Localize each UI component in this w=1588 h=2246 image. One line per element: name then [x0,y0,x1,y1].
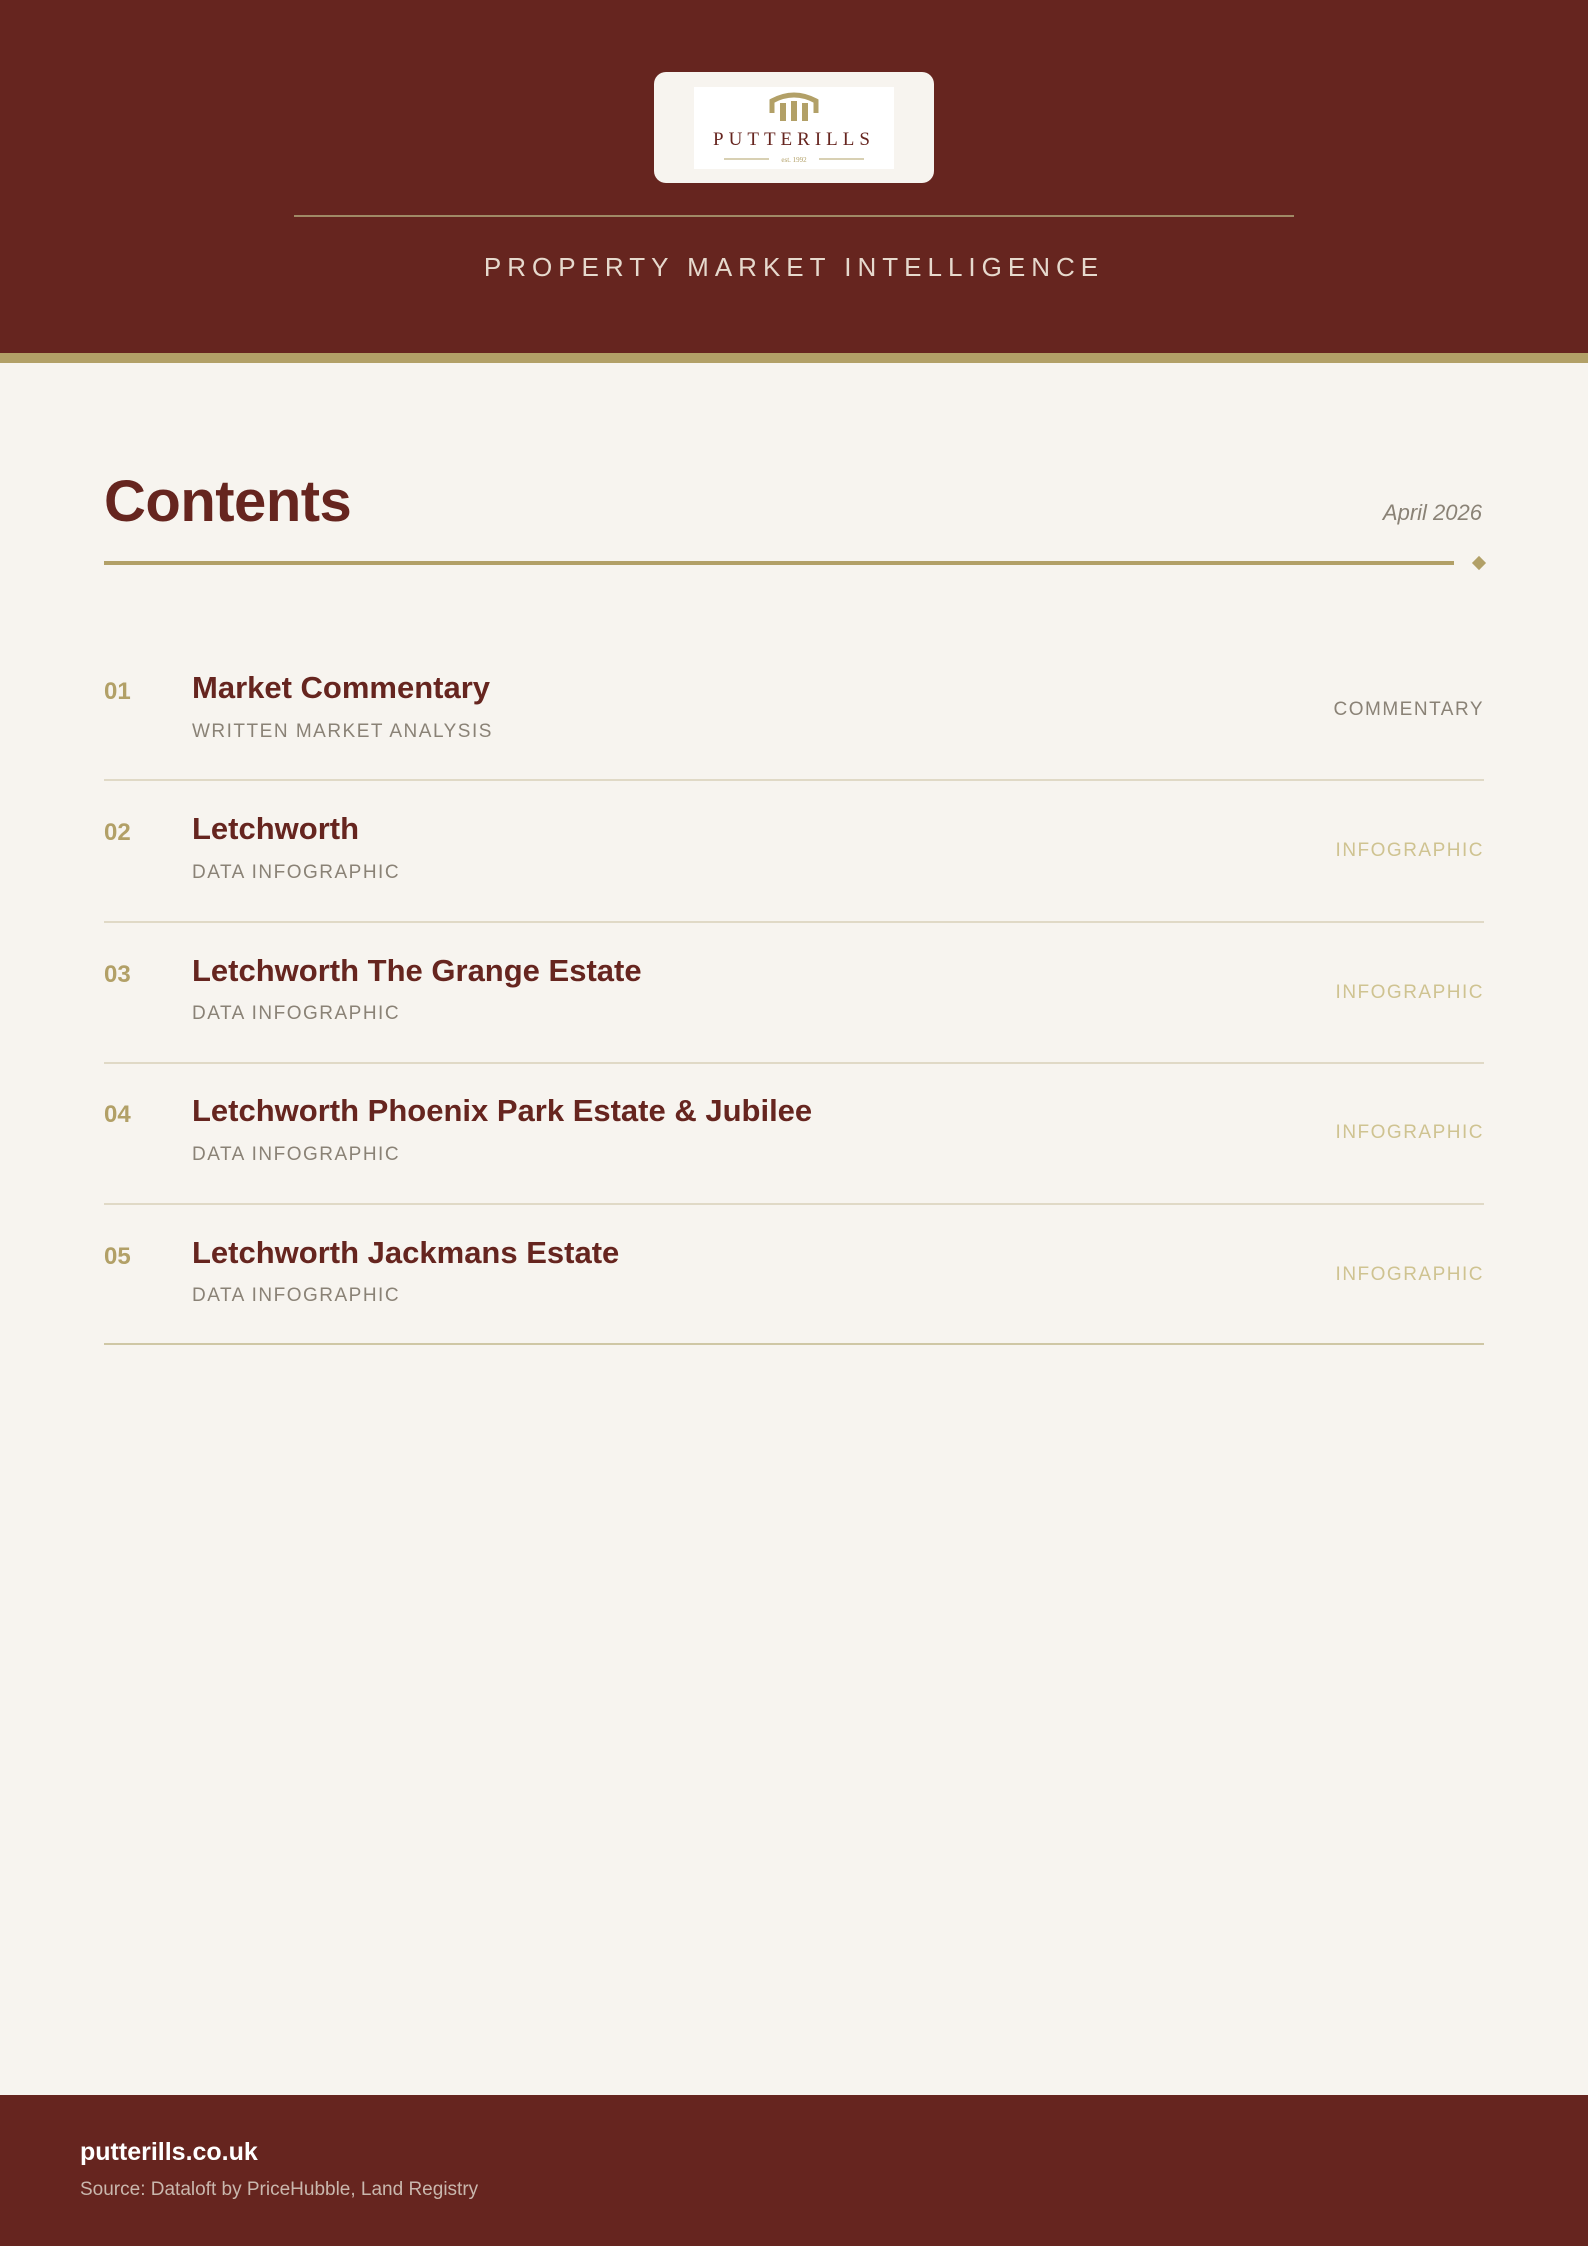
toc-subtitle: DATA INFOGRAPHIC [192,1003,401,1024]
toc-tag: INFOGRAPHIC [1335,982,1484,1003]
header-banner [0,0,1588,353]
toc-item-phoenix-park-estate[interactable] [104,1063,1484,1204]
toc-title: Letchworth Jackmans Estate [192,1235,620,1270]
diamond-icon [1472,556,1486,570]
svg-text:PUTTERILLS: PUTTERILLS [713,129,875,150]
header-divider [294,215,1294,217]
toc-item-market-commentary[interactable] [104,640,1484,781]
toc-item-grange-estate[interactable] [104,923,1484,1064]
toc-tag: INFOGRAPHIC [1335,1122,1484,1143]
toc-subtitle: DATA INFOGRAPHIC [192,1285,401,1306]
toc-number: 02 [104,819,131,846]
toc-subtitle: DATA INFOGRAPHIC [192,862,401,883]
toc-divider [104,1343,1484,1345]
report-date: April 2026 [1382,500,1482,525]
toc-title: Letchworth The Grange Estate [192,953,642,988]
toc-number: 05 [104,1243,131,1270]
header-gold-stripe [0,353,1588,363]
toc-item-jackmans-estate[interactable] [104,1205,1484,1346]
page-title: Contents [104,469,352,534]
logo-card [654,72,934,183]
toc-number: 01 [104,678,131,705]
footer [0,2095,1588,2246]
toc-subtitle: WRITTEN MARKET ANALYSIS [192,721,493,742]
putterills-logo [694,87,894,169]
header-subtitle: PROPERTY MARKET INTELLIGENCE [483,252,1105,282]
toc-subtitle: DATA INFOGRAPHIC [192,1144,401,1165]
footer-source: Source: Dataloft by PriceHubble, Land Registry [80,2179,479,2200]
toc-title: Market Commentary [192,670,491,705]
toc-tag: INFOGRAPHIC [1335,1264,1484,1285]
svg-text:est. 1992: est. 1992 [781,156,807,164]
toc-number: 04 [104,1101,131,1128]
toc-title: Letchworth Phoenix Park Estate & Jubilee [192,1093,813,1128]
toc-item-letchworth[interactable] [104,781,1484,922]
title-divider [104,561,1454,565]
logo-graphic [694,87,894,169]
toc-number: 03 [104,961,131,988]
toc-title: Letchworth [192,811,360,846]
footer-website-link[interactable]: putterills.co.uk [80,2138,258,2166]
toc-tag: INFOGRAPHIC [1335,840,1484,861]
toc-tag: COMMENTARY [1333,699,1484,720]
